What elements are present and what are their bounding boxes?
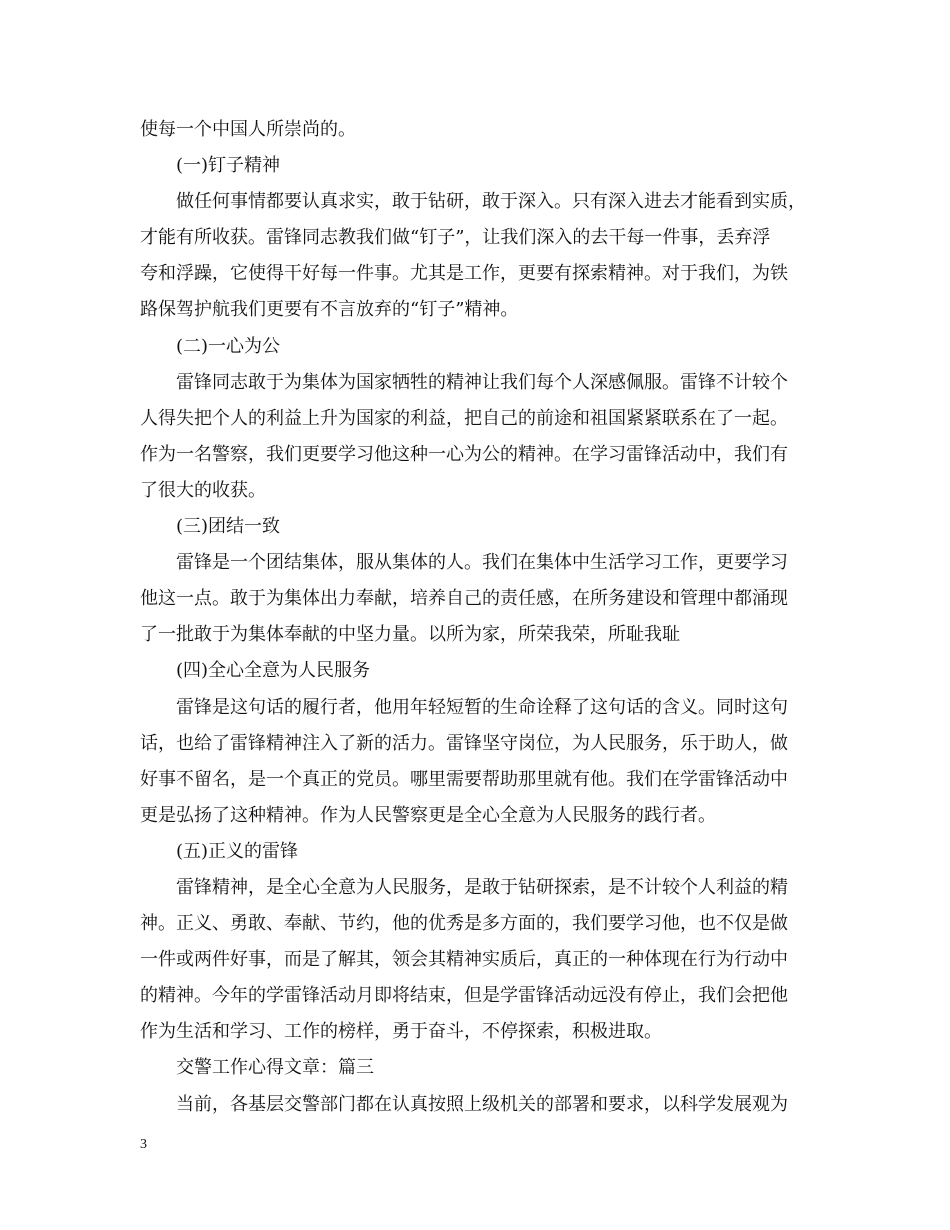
text-line: 好事不留名，是一个真正的党员。哪里需要帮助那里就有他。我们在学雷锋活动中: [140, 768, 788, 790]
text-line: 了一批敢于为集体奉献的中坚力量。以所为家，所荣我荣，所耻我耻: [140, 624, 680, 646]
text-line: 一件或两件好事，而是了解其，领会其精神实质后，真正的一种体现在行为行动中: [140, 949, 788, 971]
text-line: 雷锋同志敢于为集体为国家牺牲的精神让我们每个人深感佩服。雷锋不计较个: [176, 371, 788, 393]
text-line: 了很大的收获。: [140, 479, 266, 501]
text-line: 作为生活和学习、工作的榜样，勇于奋斗，不停探索，积极进取。: [140, 1021, 662, 1043]
text-line: 做任何事情都要认真求实，敢于钻研，敢于深入。只有深入进去才能看到实质，: [176, 191, 806, 213]
text-line: 路保驾护航我们更要有不言放弃的“钉子”精神。: [140, 299, 519, 321]
document-body: [140, 112, 825, 1123]
section-heading: (五)正义的雷锋: [176, 840, 299, 862]
text-line: 他这一点。敢于为集体出力奉献，培养自己的责任感，在所务建设和管理中都涌现: [140, 588, 788, 610]
text-line: 雷锋是一个团结集体，服从集体的人。我们在集体中生活学习工作，更要学习: [176, 552, 788, 574]
article-heading: 交警工作心得文章：篇三: [176, 1057, 374, 1079]
text-line: 神。正义、勇敢、奉献、节约，他的优秀是多方面的，我们要学习他，也不仅是做: [140, 913, 788, 935]
text-line: 当前，各基层交警部门都在认真按照上级机关的部署和要求，以科学发展观为: [176, 1093, 788, 1115]
text-line: 更是弘扬了这种精神。作为人民警察更是全心全意为人民服务的践行者。: [140, 804, 716, 826]
text-line: 夸和浮躁，它使得干好每一件事。尤其是工作，更要有探索精神。对于我们，为铁: [140, 263, 788, 285]
text-line: 雷锋精神，是全心全意为人民服务，是敢于钻研探索，是不计较个人利益的精: [176, 876, 788, 898]
text-line: 使每一个中国人所崇尚的。: [140, 119, 356, 140]
text-line: 人得失把个人的利益上升为国家的利益，把自己的前途和祖国紧紧联系在了一起。: [140, 407, 788, 429]
section-heading: (二)一心为公: [176, 335, 281, 357]
text-line: 才能有所收获。雷锋同志教我们做“钉子”，让我们深入的去干每一件事，丢弃浮: [140, 227, 771, 249]
text-line: 的精神。今年的学雷锋活动月即将结束，但是学雷锋活动远没有停止，我们会把他: [140, 985, 788, 1007]
text-line: 作为一名警察，我们更要学习他这种一心为公的精神。在学习雷锋活动中，我们有: [140, 443, 788, 465]
page-number: 3: [140, 1137, 147, 1152]
section-heading: (四)全心全意为人民服务: [176, 660, 371, 682]
text-line: 话，也给了雷锋精神注入了新的活力。雷锋坚守岗位，为人民服务，乐于助人，做: [140, 732, 788, 754]
text-line: 雷锋是这句话的履行者，他用年轻短暂的生命诠释了这句话的含义。同时这句: [176, 696, 788, 718]
section-heading: (三)团结一致: [176, 516, 281, 538]
section-heading: (一)钉子精神: [176, 155, 281, 177]
